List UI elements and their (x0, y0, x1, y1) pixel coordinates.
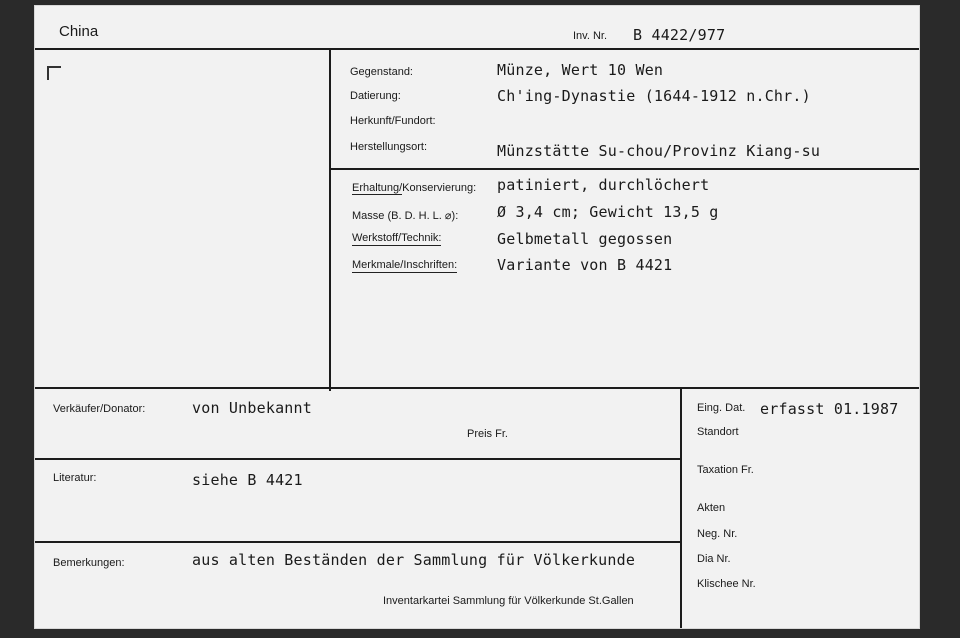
masse-value: Ø 3,4 cm; Gewicht 13,5 g (497, 203, 719, 221)
preis-label: Preis Fr. (467, 428, 508, 440)
herkunft-label: Herkunft/Fundort: (350, 115, 436, 127)
erhaltung-label-rest: Konservierung: (402, 182, 477, 194)
datierung-label: Datierung: (350, 90, 401, 102)
bemerkungen-label: Bemerkungen: (53, 557, 125, 569)
standort-label: Standort (697, 426, 739, 438)
neg-nr-label: Neg. Nr. (697, 528, 738, 540)
klischee-nr-label: Klischee Nr. (697, 578, 756, 590)
erhaltung-label (352, 182, 476, 194)
erhaltung-value: patiniert, durchlöchert (497, 176, 710, 194)
literatur-bemerkungen-divider (35, 541, 681, 543)
photo-corner-mark (47, 66, 61, 80)
bemerkungen-value: aus alten Beständen der Sammlung für Völkerkunde (192, 551, 636, 569)
masse-label: Masse (B. D. H. L. ⌀): (352, 210, 459, 222)
verkaeufer-label: Verkäufer/Donator: (53, 403, 146, 415)
herstellungsort-label: Herstellungsort: (350, 141, 428, 153)
object-condition-divider (331, 168, 919, 170)
catalog-card (34, 5, 920, 629)
eingang-datum-value: erfasst 01.1987 (760, 400, 899, 418)
verkaeufer-value: von Unbekannt (192, 399, 312, 417)
erhaltung-label-underlined: Erhaltung/ (352, 182, 403, 194)
dia-nr-label: Dia Nr. (697, 553, 731, 565)
region-label: China (59, 23, 99, 40)
taxation-label: Taxation Fr. (697, 464, 754, 476)
werkstoff-value: Gelbmetall gegossen (497, 230, 673, 248)
literatur-value: siehe B 4421 (192, 471, 303, 489)
header-divider (35, 48, 919, 50)
admin-column-divider (680, 388, 682, 628)
gegenstand-label: Gegenstand: (350, 66, 413, 78)
upper-lower-divider (35, 387, 919, 389)
verkaeufer-literatur-divider (35, 458, 681, 460)
gegenstand-value: Münze, Wert 10 Wen (497, 61, 664, 79)
eingang-datum-label: Eing. Dat. (697, 402, 746, 414)
herstellungsort-value: Münzstätte Su-chou/Provinz Kiang-su (497, 142, 821, 160)
inventory-number-label: Inv. Nr. (573, 30, 608, 42)
image-area-divider (329, 49, 331, 391)
akten-label: Akten (697, 502, 726, 514)
datierung-value: Ch'ing-Dynastie (1644-1912 n.Chr.) (497, 87, 811, 105)
werkstoff-label: Werkstoff/Technik: (352, 232, 442, 244)
merkmale-value: Variante von B 4421 (497, 256, 673, 274)
inventory-number-value: B 4422/977 (633, 26, 726, 44)
merkmale-label: Merkmale/Inschriften: (352, 259, 458, 271)
card-footer: Inventarkartei Sammlung für Völkerkunde St.Gallen (383, 595, 634, 607)
literatur-label: Literatur: (53, 472, 97, 484)
